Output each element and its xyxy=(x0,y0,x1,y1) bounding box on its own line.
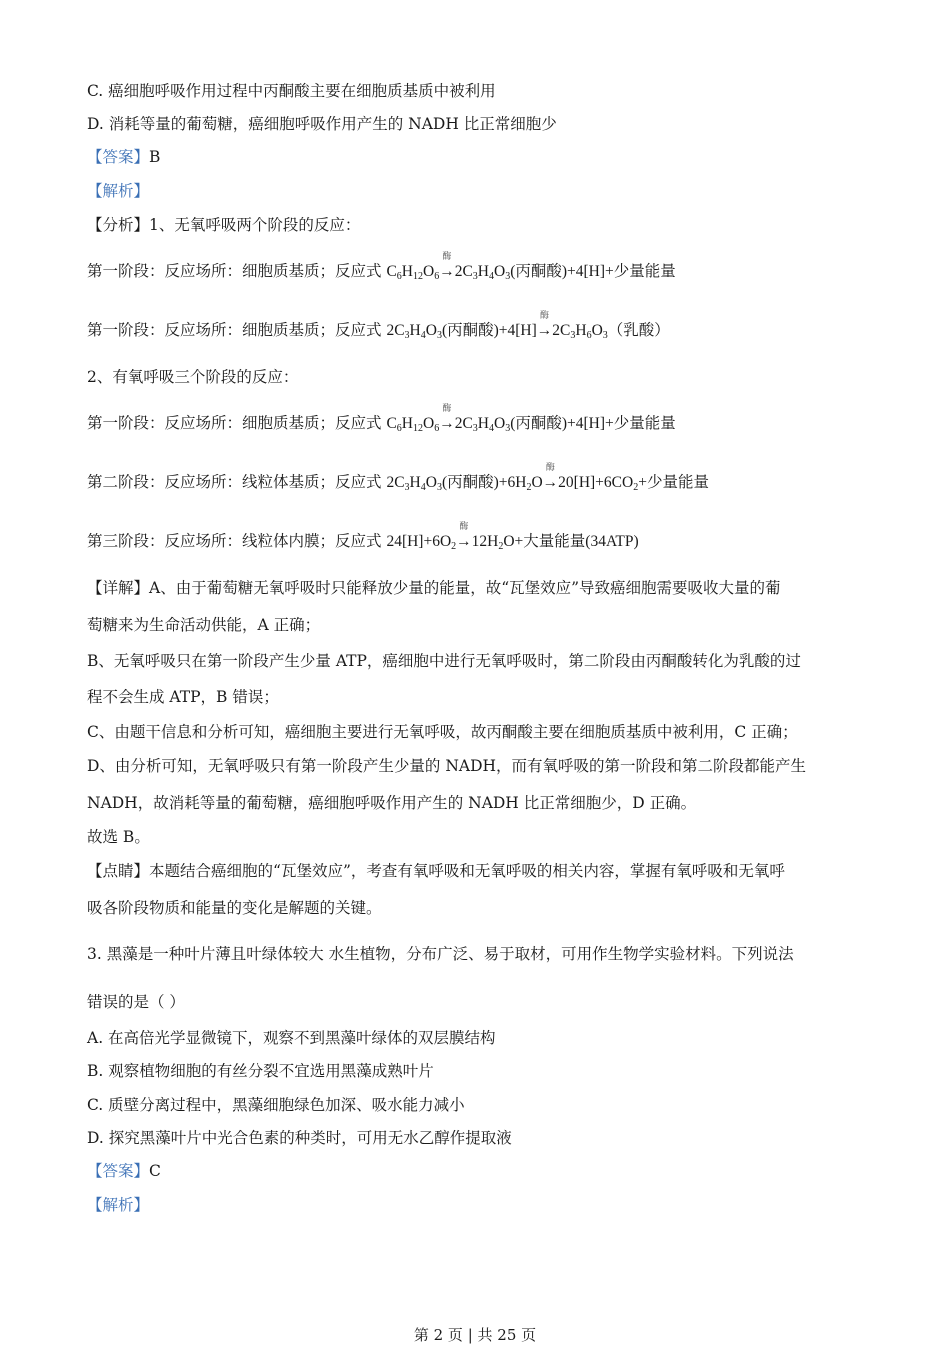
enzyme-label: 酶 xyxy=(540,310,550,320)
stage-label: 第三阶段：反应场所：线粒体内膜；反应式 xyxy=(87,532,387,550)
q3-answer-line xyxy=(87,1160,860,1182)
q3-option-d: D. 探究黑藻叶片中光合色素的种类时，可用无水乙醇作提取液 xyxy=(87,1129,512,1147)
analysis-tag: 【解析】 xyxy=(87,182,150,200)
anaerobic-stage-1 xyxy=(87,251,860,283)
dianjing-1 xyxy=(87,860,860,882)
stage-label: 第一阶段：反应场所：细胞质基质；反应式 xyxy=(87,321,387,339)
dianjing-tag: 【点睛】 xyxy=(87,862,150,880)
q3-option-b: B. 观察植物细胞的有丝分裂不宜选用黑藻成熟叶片 xyxy=(87,1062,434,1080)
aerobic-stage-1 xyxy=(87,403,860,435)
option-d: D. 消耗等量的葡萄糖，癌细胞呼吸作用产生的 NADH 比正常细胞少 xyxy=(87,115,557,133)
formula: $2C_3H_4O_3$(丙酮酸)+4[H] 酶 $\to 2C_3H_6O_3$（乳酸） xyxy=(386,322,669,339)
answer-line xyxy=(87,146,860,168)
xiangjie-tag: 【详解】 xyxy=(87,579,150,597)
detail-a-1 xyxy=(87,577,860,599)
detail-d-1: D、由分析可知，无氧呼吸只有第一阶段产生少量的 NADH，而有氧呼吸的第一阶段和第二阶段都能产生 xyxy=(87,757,807,775)
enzyme-label: 酶 xyxy=(442,403,452,413)
q3-stem-2: 错误的是（ ） xyxy=(87,993,185,1011)
enzyme-label: 酶 xyxy=(459,521,469,531)
formula: $C_6H_{12}O_6$ 酶 $\to 2C_3H_4O_3$(丙酮酸)+4[H]+少量能量 xyxy=(386,415,675,432)
detail-b-2: 程不会生成 ATP，B 错误； xyxy=(87,688,279,706)
stage-label: 第二阶段：反应场所：线粒体基质；反应式 xyxy=(87,473,387,491)
detail-text: A、由于葡萄糖无氧呼吸时只能释放少量的能量，故“瓦堡效应”导致癌细胞需要吸收大量的葡 xyxy=(149,579,781,597)
q3-analysis-tag: 【解析】 xyxy=(87,1196,150,1214)
dianjing-text: 本题结合癌细胞的“瓦堡效应”，考查有氧呼吸和无氧呼吸的相关内容，掌握有氧呼吸和无氧呼 xyxy=(149,862,785,880)
option-c: C. 癌细胞呼吸作用过程中丙酮酸主要在细胞质基质中被利用 xyxy=(87,82,496,100)
q3-option-c: C. 质壁分离过程中，黑藻细胞绿色加深、吸水能力减小 xyxy=(87,1096,465,1114)
enzyme-label: 酶 xyxy=(545,462,555,472)
formula: $C_6H_{12}O_6$ 酶 $\to 2C_3H_4O_3$(丙酮酸)+4[H]+少量能量 xyxy=(386,263,675,280)
answer-tag: 【答案】 xyxy=(87,148,150,166)
dianjing-2: 吸各阶段物质和能量的变化是解题的关键。 xyxy=(87,899,382,917)
detail-b-1: B、无氧呼吸只在第一阶段产生少量 ATP，癌细胞中进行无氧呼吸时，第二阶段由丙酮酸转化为乳酸的过 xyxy=(87,652,801,670)
choose-line: 故选 B。 xyxy=(87,828,150,846)
detail-a-2: 萄糖来为生命活动供能，A 正确； xyxy=(87,616,321,634)
enzyme-label: 酶 xyxy=(442,251,452,261)
aerobic-title: 2、有氧呼吸三个阶段的反应： xyxy=(87,368,299,386)
detail-d-2: NADH，故消耗等量的葡萄糖，癌细胞呼吸作用产生的 NADH 比正常细胞少，D 正确。 xyxy=(87,794,697,812)
analysis-intro xyxy=(87,214,860,236)
stage-label: 第一阶段：反应场所：细胞质基质；反应式 xyxy=(87,414,387,432)
formula: $24[H]+6O_2$ 酶 $\to 12H_2O+$大量能量(34ATP) xyxy=(386,533,638,550)
fenxi-tag: 【分析】 xyxy=(87,216,150,234)
answer-value: C xyxy=(149,1162,161,1180)
page-footer: 第 2 页 | 共 25 页 xyxy=(413,1326,537,1344)
q3-option-a: A. 在高倍光学显微镜下，观察不到黑藻叶绿体的双层膜结构 xyxy=(87,1029,496,1047)
aerobic-stage-3 xyxy=(87,521,860,553)
stage-label: 第一阶段：反应场所：细胞质基质；反应式 xyxy=(87,262,387,280)
answer-tag: 【答案】 xyxy=(87,1162,150,1180)
detail-c: C、由题干信息和分析可知，癌细胞主要进行无氧呼吸，故丙酮酸主要在细胞质基质中被利用，C 正确； xyxy=(87,723,798,741)
q3-stem-1: 3. 黑藻是一种叶片薄且叶绿体较大 水生植物，分布广泛、易于取材，可用作生物学实验材料。下列说法 xyxy=(87,945,794,963)
formula: $2C_3H_4O_3$(丙酮酸)$+6H_2O$ 酶 $\to 20[H]+6CO_2+$少量能量 xyxy=(386,474,709,491)
answer-value: B xyxy=(149,148,161,166)
anaerobic-stage-2 xyxy=(87,310,860,342)
fenxi-text: 1、无氧呼吸两个阶段的反应： xyxy=(149,216,361,234)
aerobic-stage-2 xyxy=(87,462,860,494)
